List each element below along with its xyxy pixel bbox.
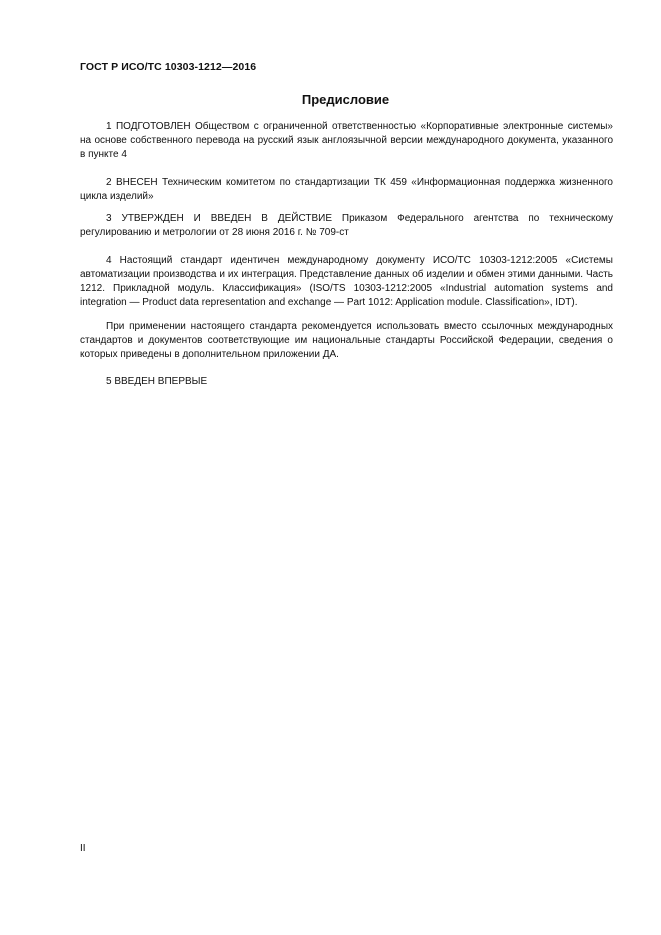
paragraph-3 [80, 212, 613, 240]
page-number: II [80, 843, 86, 854]
paragraph-2 [80, 176, 613, 204]
paragraph-text: 4 Настоящий стандарт идентичен международному документу ИСО/ТС 10303-1212:2005 «Системы автоматизации производства и их интеграция. Представление данных об изделии и обмен этими данными. Часть 1212. Прикладной модуль. Классификация» (ISO/TS 10303-1212:2005 «Industrial automation systems and integration — Product data representation and exchange — Part 1012: Application module. Classification», IDT). [80, 255, 613, 308]
document-code-header: ГОСТ Р ИСО/ТС 10303-1212—2016 [80, 61, 257, 73]
paragraph-text: 5 ВВЕДЕН ВПЕРВЫЕ [106, 376, 208, 387]
page-title: Предисловие [301, 92, 390, 107]
paragraph-4 [80, 254, 613, 310]
paragraph-4-note [80, 320, 613, 362]
paragraph-text: 3 УТВЕРЖДЕН И ВВЕДЕН В ДЕЙСТВИЕ Приказом Федерального агентства по техническому регулированию и метрологии от 28 июня 2016 г. № 709-ст [80, 213, 613, 238]
paragraph-1 [80, 120, 613, 162]
paragraph-text: 2 ВНЕСЕН Техническим комитетом по стандартизации ТК 459 «Информационная поддержка жизненного цикла изделий» [80, 177, 613, 202]
paragraph-text: При применении настоящего стандарта рекомендуется использовать вместо ссылочных международных стандартов и документов соответствующие им национальные стандарты Российской Федерации, сведения о которых приведены в дополнительном приложении ДА. [80, 321, 613, 360]
paragraph-5 [80, 375, 613, 389]
paragraph-text: 1 ПОДГОТОВЛЕН Обществом с ограниченной ответственностью «Корпоративные электронные системы» на основе собственного перевода на русский язык англоязычной версии международного документа, указанного в пункте 4 [80, 121, 613, 160]
